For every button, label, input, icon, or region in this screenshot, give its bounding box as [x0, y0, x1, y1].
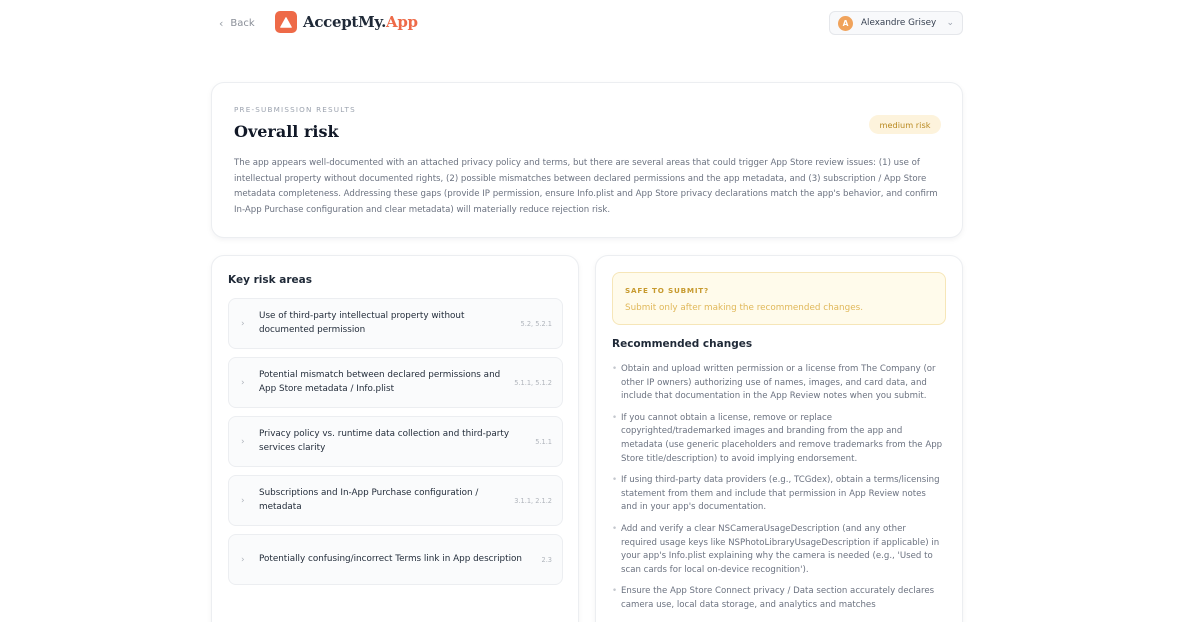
- risk-item-codes: 5.1.1: [535, 437, 552, 446]
- risk-item-title: Subscriptions and In-App Purchase configuration / metadata: [259, 488, 479, 512]
- avatar: A: [838, 16, 853, 31]
- chevron-right-icon: ›: [241, 377, 245, 388]
- user-name: Alexandre Grisey: [861, 18, 937, 28]
- chevron-down-icon: ⌄: [946, 17, 954, 28]
- overall-risk-card: [211, 82, 963, 238]
- key-risk-areas-card: [211, 255, 579, 622]
- logo-text: AcceptMy.App: [303, 13, 418, 31]
- risk-item-title: Potentially confusing/incorrect Terms link in App description: [259, 553, 522, 564]
- list-item: • If you cannot obtain a license, remove or replace copyrighted/trademarked images and branding from the app and metadata (use generic placeholders and remove trademarks from the App Store title/description) to avoid implying endorsement.: [612, 412, 944, 466]
- recommendations-card: [595, 255, 963, 622]
- recommendation-list: [612, 363, 944, 621]
- risk-item-codes: 3.1.1, 2.1.2: [514, 496, 552, 505]
- risk-list: [228, 298, 563, 593]
- risk-item-codes: 5.2, 5.2.1: [520, 319, 552, 328]
- safe-to-submit-text: Submit only after making the recommended changes.: [625, 303, 864, 313]
- safe-to-submit-label: SAFE TO SUBMIT?: [625, 286, 709, 295]
- overall-description: The app appears well-documented with an attached privacy policy and terms, but there are several areas that could trigger App Store review issues: (1) use of intellectual property without documented rights, (2) possible mismatches between declared permissions and the app metadata, and (3) subscription / App Store metadata completeness. Addressing these gaps (provide IP permission, ensure Info.plist and App Store privacy declarations match the app's behavior, and confirm In-App Purchase configuration and clear metadata) will materially reduce rejection risk.: [234, 158, 938, 215]
- risk-item-codes: 2.3: [541, 555, 552, 564]
- chevron-right-icon: ›: [241, 495, 245, 506]
- list-item: • Ensure the App Store Connect privacy / Data section accurately declares camera use, local data storage, and analytics and matches: [612, 585, 944, 612]
- chevron-right-icon: ›: [241, 318, 245, 329]
- risk-item-title: Potential mismatch between declared permissions and App Store metadata / Info.plist: [259, 370, 501, 394]
- risk-item[interactable]: [228, 416, 563, 467]
- risk-item-title: Privacy policy vs. runtime data collection and third-party services clarity: [259, 429, 510, 453]
- risk-areas-title: Key risk areas: [228, 274, 312, 286]
- chevron-right-icon: ›: [241, 554, 245, 565]
- back-button[interactable]: [219, 15, 255, 31]
- risk-item[interactable]: [228, 298, 563, 349]
- results-eyebrow: PRE-SUBMISSION RESULTS: [234, 105, 356, 114]
- back-label: Back: [230, 17, 255, 29]
- risk-item-title: Use of third-party intellectual property without documented permission: [259, 311, 465, 335]
- list-item: • Obtain and upload written permission or a license from The Company (or other IP owners) authorizing use of names, images, and card data, and include that documentation in the App Review notes when you submit.: [612, 363, 944, 404]
- chevron-right-icon: ›: [241, 436, 245, 447]
- page-title: Overall risk: [234, 122, 339, 141]
- list-item: • Add and verify a clear NSCameraUsageDescription (and any other required usage keys like NSPhotoLibraryUsageDescription if applicable) in your app's Info.plist explaining why the camera is needed (e.g., 'Used to scan cards for local on-device recognition').: [612, 523, 944, 577]
- recommended-changes-title: Recommended changes: [612, 338, 753, 350]
- risk-item[interactable]: [228, 475, 563, 526]
- risk-item[interactable]: [228, 357, 563, 408]
- top-bar: [0, 0, 1200, 46]
- triangle-logo-icon: [275, 11, 297, 33]
- chevron-left-icon: ‹: [219, 16, 224, 30]
- risk-item[interactable]: [228, 534, 563, 585]
- risk-item-codes: 5.1.1, 5.1.2: [514, 378, 552, 387]
- safe-to-submit-notice: [612, 272, 946, 325]
- list-item: • If using third-party data providers (e.g., TCGdex), obtain a terms/licensing statement from them and include that permission in App Review notes and in your app's documentation.: [612, 474, 944, 515]
- risk-level-badge: medium risk: [869, 115, 941, 134]
- user-menu[interactable]: [829, 11, 963, 35]
- app-logo[interactable]: [275, 11, 418, 33]
